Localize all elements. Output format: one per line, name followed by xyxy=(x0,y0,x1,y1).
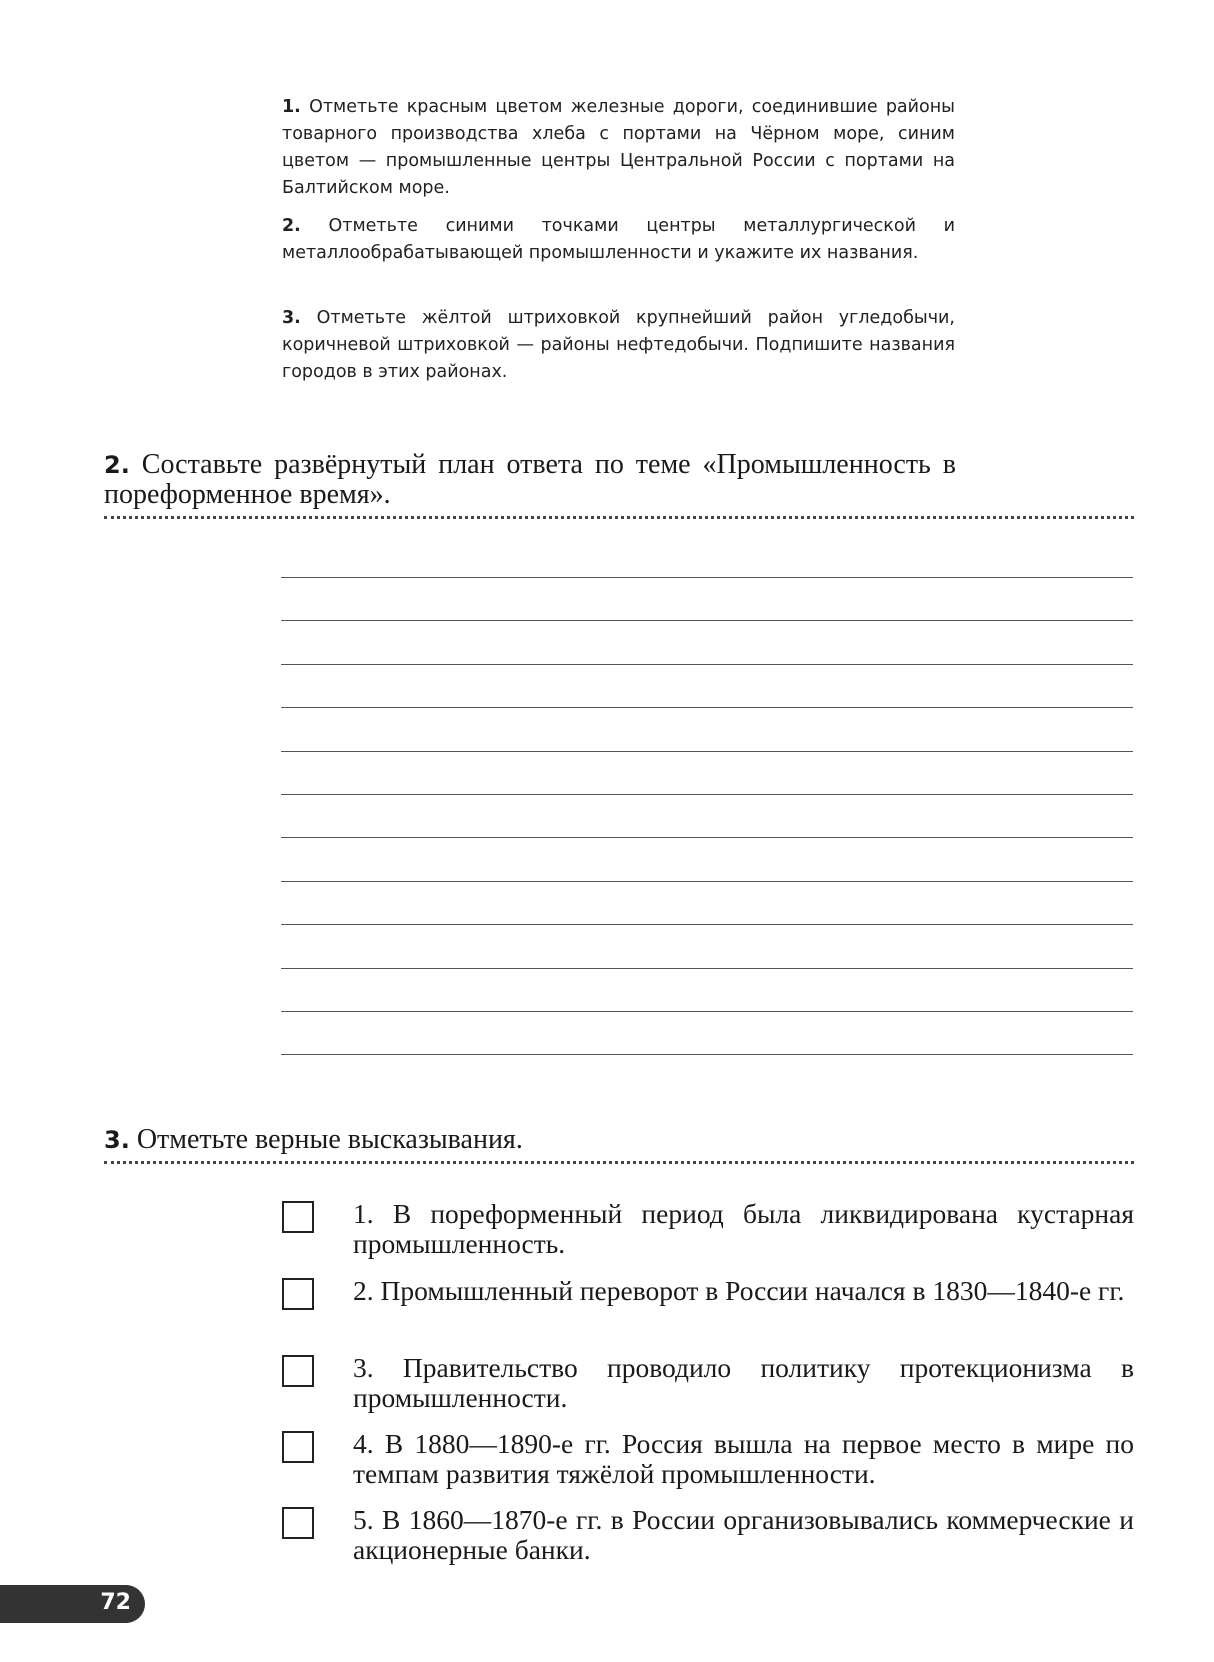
statement-checkbox[interactable] xyxy=(282,1355,314,1387)
instruction-text: Отметьте красным цветом железные дороги, соединившие районы товарного производства хлеба с портами на Чёрном море, синим цветом — промышленные центры Центральной России с портами на Балтийском море. xyxy=(282,97,955,198)
statement-checkbox[interactable] xyxy=(282,1507,314,1539)
statement-text: 5. В 1860—1870-е гг. в России организовывались коммерческие и акционерные банки. xyxy=(353,1504,1134,1565)
page-number-badge xyxy=(0,1585,145,1623)
answer-line[interactable] xyxy=(281,1011,1133,1012)
task-text: Составьте развёрнутый план ответа по теме «Промышленность в пореформенное время». xyxy=(104,449,956,510)
instruction-number: 3. xyxy=(282,308,301,328)
map-instruction-3 xyxy=(282,305,955,386)
answer-line[interactable] xyxy=(281,664,1133,665)
answer-line[interactable] xyxy=(281,837,1133,838)
instruction-number: 1. xyxy=(282,97,301,117)
answer-line[interactable] xyxy=(281,924,1133,925)
statement-text: 1. В пореформенный период была ликвидирована кустарная промышленность. xyxy=(353,1198,1134,1259)
instruction-text: Отметьте синими точками центры металлургической и металлообрабатывающей промышленности и укажите их названия. xyxy=(282,216,955,263)
statement-text: 3. Правительство проводило политику протекционизма в промышленности. xyxy=(353,1352,1134,1413)
task-3-heading xyxy=(104,1125,956,1155)
answer-line[interactable] xyxy=(281,794,1133,795)
dotted-divider xyxy=(104,516,1134,519)
map-instruction-2 xyxy=(282,213,955,267)
statement-text: 4. В 1880—1890-е гг. Россия вышла на первое место в мире по темпам развития тяжёлой промышленности. xyxy=(353,1428,1134,1489)
answer-line[interactable] xyxy=(281,1054,1133,1055)
instruction-text: Отметьте жёлтой штриховкой крупнейший район угледобычи, коричневой штриховкой — районы нефтедобычи. Подпишите названия городов в этих районах. xyxy=(282,308,955,382)
instruction-number: 2. xyxy=(282,216,301,236)
map-instruction-1 xyxy=(282,94,955,202)
task-text: Отметьте верные высказывания. xyxy=(136,1124,523,1155)
page-number: 72 xyxy=(100,1590,131,1615)
answer-line[interactable] xyxy=(281,577,1133,578)
statement-checkbox[interactable] xyxy=(282,1201,314,1233)
statement-checkbox[interactable] xyxy=(282,1431,314,1463)
statement-checkbox[interactable] xyxy=(282,1278,314,1310)
answer-line[interactable] xyxy=(281,881,1133,882)
dotted-divider xyxy=(104,1161,1134,1164)
task-2-heading xyxy=(104,450,956,510)
answer-line[interactable] xyxy=(281,620,1133,621)
answer-line[interactable] xyxy=(281,707,1133,708)
answer-line[interactable] xyxy=(281,968,1133,969)
task-number: 3. xyxy=(104,1126,130,1154)
task-number: 2. xyxy=(104,451,130,479)
answer-line[interactable] xyxy=(281,751,1133,752)
statement-text: 2. Промышленный переворот в России начался в 1830—1840-е гг. xyxy=(353,1275,1125,1306)
